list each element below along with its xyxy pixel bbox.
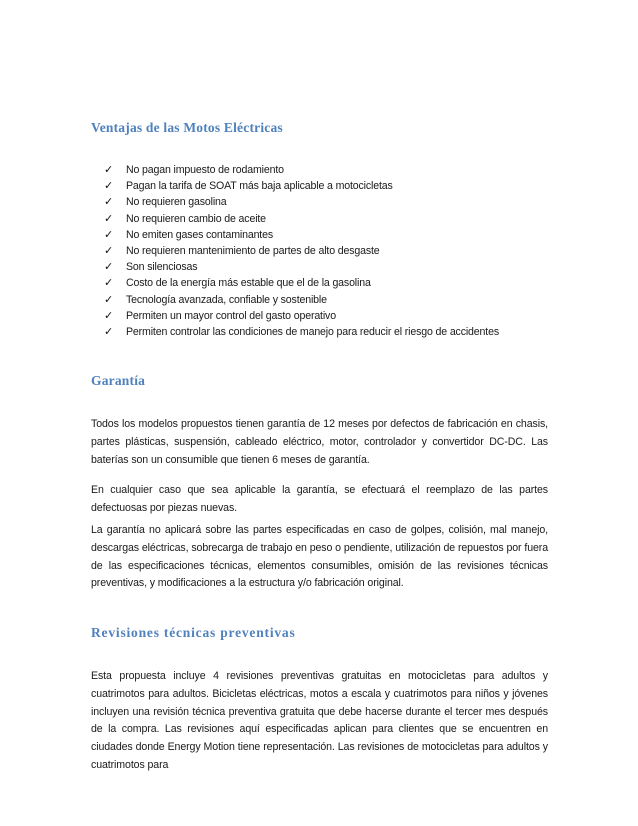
paragraph-revisiones-1: Esta propuesta incluye 4 revisiones preventivas gratuitas en motocicletas para adultos y cuatrimotos para adultos. Bicicletas eléctricas, motos a escala y cuatrimotos para niños y jóvenes incluyen una revisión técnica preventiva gratuita que debe hacerse durante el tercer mes después de la compra. Las revisiones aquí especificadas aplican para clientes que se encuentren en ciudades donde Energy Motion tiene representación. Las revisiones de motocicletas para adultos y cuatrimotos para bbox=[91, 670, 548, 771]
list-item-text: No emiten gases contaminantes bbox=[126, 228, 273, 241]
checkmark-icon: ✓ bbox=[104, 309, 114, 322]
list-item bbox=[104, 324, 499, 340]
heading-garantia: Garantía bbox=[91, 373, 146, 388]
list-item bbox=[104, 227, 499, 243]
list-item bbox=[104, 211, 499, 227]
checkmark-icon: ✓ bbox=[104, 180, 114, 193]
checkmark-icon: ✓ bbox=[104, 325, 114, 338]
heading-ventajas: Ventajas de las Motos Eléctricas bbox=[91, 120, 283, 135]
list-item-text: No pagan impuesto de rodamiento bbox=[126, 164, 284, 176]
list-item bbox=[104, 308, 499, 324]
list-item bbox=[104, 178, 499, 194]
list-item-text: No requieren gasolina bbox=[126, 196, 227, 209]
checkmark-icon: ✓ bbox=[104, 261, 114, 274]
list-item-text: No requieren mantenimiento de partes de alto desgaste bbox=[126, 244, 380, 257]
checkmark-icon: ✓ bbox=[104, 277, 114, 290]
list-item-text: Pagan la tarifa de SOAT más baja aplicable a motocicletas bbox=[126, 180, 393, 193]
ventajas-checklist bbox=[104, 162, 499, 340]
list-item-text: Son silenciosas bbox=[126, 261, 198, 274]
list-item-text: Permiten un mayor control del gasto operativo bbox=[126, 309, 336, 322]
list-item-text: Tecnología avanzada, confiable y sostenible bbox=[126, 293, 327, 306]
list-item bbox=[104, 275, 499, 291]
checkmark-icon: ✓ bbox=[104, 196, 114, 209]
list-item-text: Costo de la energía más estable que el de la gasolina bbox=[126, 277, 371, 290]
checkmark-icon: ✓ bbox=[104, 164, 114, 176]
list-item bbox=[104, 194, 499, 210]
list-item-text: No requieren cambio de aceite bbox=[126, 212, 266, 225]
paragraph-garantia-2: En cualquier caso que sea aplicable la garantía, se efectuará el reemplazo de las partes defectuosas por piezas nuevas. bbox=[91, 484, 548, 514]
checkmark-icon: ✓ bbox=[104, 244, 114, 257]
list-item-text: Permiten controlar las condiciones de manejo para reducir el riesgo de accidentes bbox=[126, 325, 499, 338]
list-item bbox=[104, 292, 499, 308]
heading-revisiones: Revisiones técnicas preventivas bbox=[91, 625, 296, 640]
paragraph-garantia-3: La garantía no aplicará sobre las partes especificadas en caso de golpes, colisión, mal manejo, descargas eléctricas, sobrecarga de trabajo en peso o pendiente, utilización de repuestos por fuera de las especificaciones técnicas, elementos consumibles, omisión de las revisiones técnicas preventivas, y modificaciones a la estructura y/o fabricación original. bbox=[91, 524, 548, 590]
checkmark-icon: ✓ bbox=[104, 293, 114, 306]
list-item bbox=[104, 162, 499, 178]
list-item bbox=[104, 243, 499, 259]
list-item bbox=[104, 259, 499, 275]
checkmark-icon: ✓ bbox=[104, 212, 114, 225]
paragraph-garantia-1: Todos los modelos propuestos tienen garantía de 12 meses por defectos de fabricación en chasis, partes plásticas, suspensión, cableado eléctrico, motor, controlador y convertidor DC-DC. Las baterías son un consumible que tienen 6 meses de garantía. bbox=[91, 418, 548, 466]
checkmark-icon: ✓ bbox=[104, 228, 114, 241]
